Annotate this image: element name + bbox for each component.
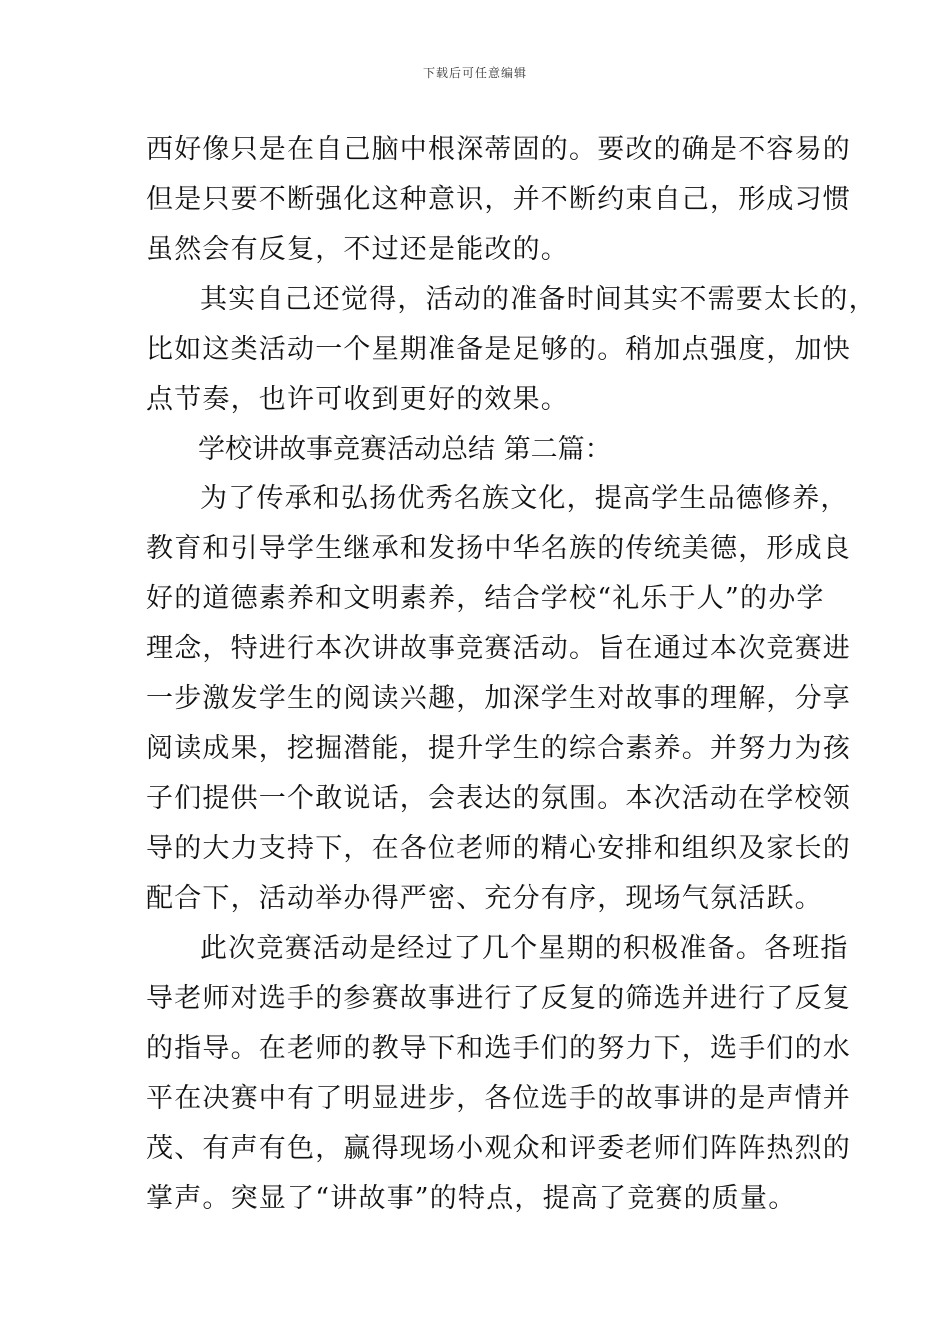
paragraph-line: 此次竞赛活动是经过了几个星期的积极准备。各班指 [200, 933, 849, 964]
paragraph-line: 理念，特进行本次讲故事竞赛活动。旨在通过本次竞赛进 [146, 633, 851, 664]
paragraph-line: 的指导。在老师的教导下和选手们的努力下，选手们的水 [146, 1033, 851, 1064]
paragraph-line: 但是只要不断强化这种意识，并不断约束自己，形成习惯 [146, 184, 851, 215]
paragraph-line: 平在决赛中有了明显进步，各位选手的故事讲的是声情并 [146, 1083, 851, 1114]
paragraph-line: 阅读成果，挖掘潜能，提升学生的综合素养。并努力为孩 [146, 733, 851, 764]
paragraph-line: 一步激发学生的阅读兴趣，加深学生对故事的理解，分享 [146, 683, 851, 714]
paragraph-line: 子们提供一个敢说话，会表达的氛围。本次活动在学校领 [146, 783, 851, 814]
paragraph-line: 好的道德素养和文明素养，结合学校“礼乐于人”的办学 [146, 583, 825, 614]
paragraph-line: 比如这类活动一个星期准备是足够的。稍加点强度，加快 [146, 334, 851, 365]
paragraph-line: 为了传承和弘扬优秀名族文化，提高学生品德修养， [200, 483, 849, 514]
paragraph-line: 西好像只是在自己脑中根深蒂固的。要改的确是不容易的 [146, 134, 851, 165]
paragraph-line: 导老师对选手的参赛故事进行了反复的筛选并进行了反复 [146, 983, 851, 1014]
paragraph-line: 导的大力支持下，在各位老师的精心安排和组织及家长的 [146, 833, 851, 864]
paragraph-line: 教育和引导学生继承和发扬中华名族的传统美德，形成良 [146, 533, 851, 564]
paragraph-line: 配合下，活动举办得严密、充分有序，现场气氛活跃。 [146, 883, 823, 914]
paragraph-line: 点节奏，也许可收到更好的效果。 [146, 384, 569, 415]
section-heading: 学校讲故事竞赛活动总结 第二篇： [198, 434, 612, 465]
paragraph-line: 虽然会有反复，不过还是能改的。 [146, 234, 569, 265]
paragraph-line: 茂、有声有色，赢得现场小观众和评委老师们阵阵热烈的 [146, 1133, 851, 1164]
paragraph-line: 掌声。突显了“讲故事”的特点，提高了竞赛的质量。 [146, 1183, 797, 1214]
page-header: 下载后可任意编辑 [422, 66, 527, 80]
paragraph-line: 其实自己还觉得，活动的准备时间其实不需要太长的， [200, 284, 877, 315]
